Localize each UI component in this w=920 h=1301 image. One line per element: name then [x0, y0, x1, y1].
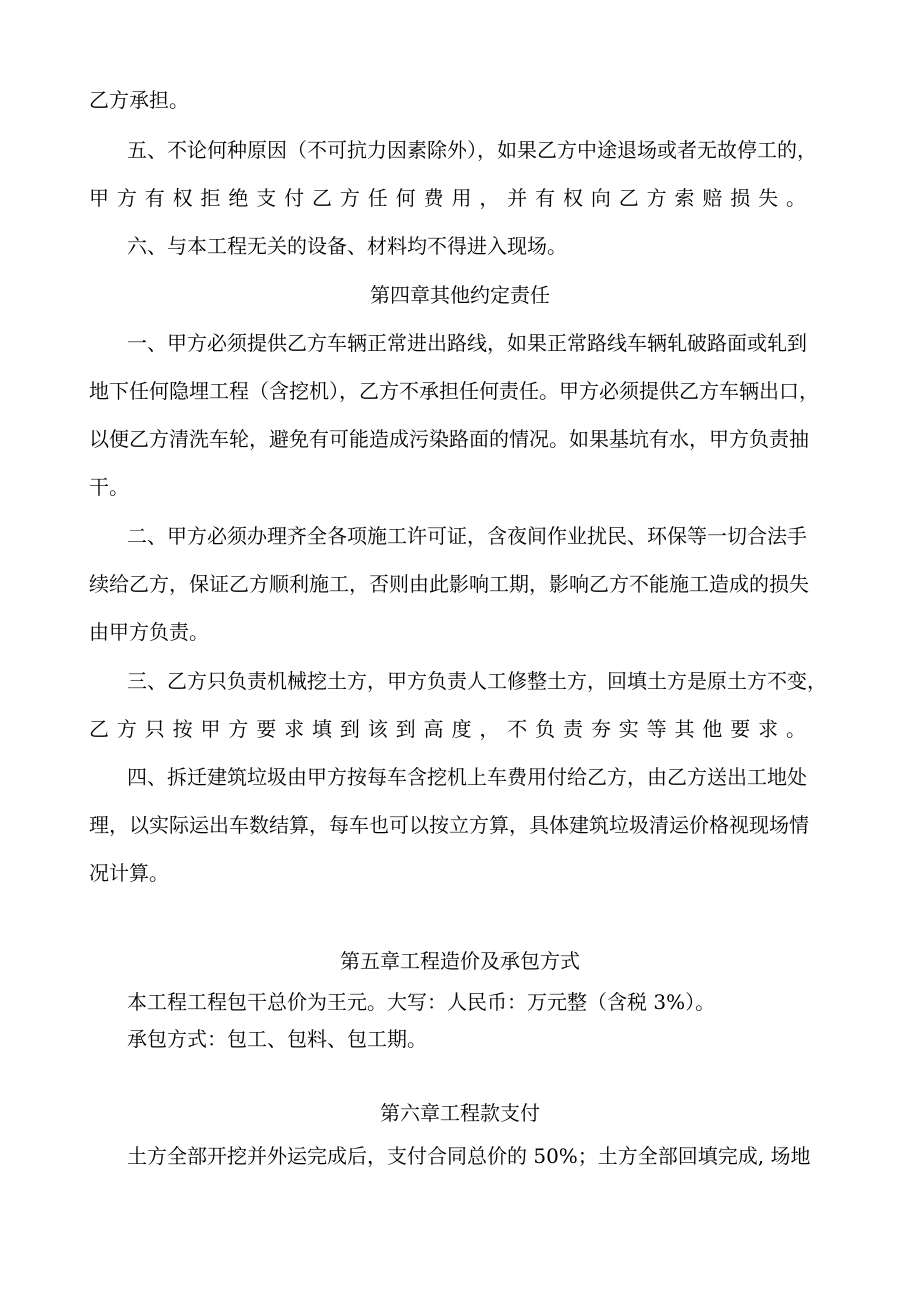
text-line: 续给乙方，保证乙方顺利施工，否则由此影响工期，影响乙方不能施工造成的损失 [89, 572, 809, 596]
text-line: 甲方有权拒绝支付乙方任何费用，并有权向乙方索赔损失。 [89, 186, 806, 210]
clause-3-line: 三、乙方只负责机械挖土方，甲方负责人工修整土方，回填土方是原土方不变， [127, 669, 827, 693]
clause-2-line: 二、甲方必须办理齐全各项施工许可证，含夜间作业扰民、环保等一切合法手 [127, 524, 807, 548]
total-price-line: 本工程工程包干总价为王元。大写：人民币：万元整（含税 3%）。 [127, 990, 716, 1014]
contract-mode-line: 承包方式：包工、包料、包工期。 [127, 1027, 427, 1051]
payment-line: 土方全部开挖并外运完成后，支付合同总价的 50%；土方全部回填完成, 场地 [127, 1144, 811, 1168]
chapter-6-heading: 第六章工程款支付 [380, 1101, 540, 1125]
text-line: 干。 [89, 475, 129, 499]
text-line: 况计算。 [89, 861, 169, 885]
text-line: 地下任何隐埋工程（含挖机），乙方不承担任何责任。甲方必须提供乙方车辆出口， [89, 379, 819, 403]
chapter-5-heading: 第五章工程造价及承包方式 [340, 949, 580, 973]
text-line: 以便乙方清洗车轮，避免有可能造成污染路面的情况。如果基坑有水，甲方负责抽 [89, 427, 809, 451]
text-line: 由甲方负责。 [89, 620, 209, 644]
clause-5-line: 五、不论何种原因（不可抗力因素除外），如果乙方中途退场或者无故停工的， [127, 138, 817, 162]
text-line: 乙方承担。 [89, 88, 189, 112]
text-line: 乙方只按甲方要求填到该到高度，不负责夯实等其他要求。 [89, 717, 806, 741]
chapter-4-heading: 第四章其他约定责任 [370, 283, 550, 307]
text-line: 理，以实际运出车数结算，每车也可以按立方算，具体建筑垃圾清运价格视现场情 [89, 813, 809, 837]
clause-6-line: 六、与本工程无关的设备、材料均不得进入现场。 [127, 234, 567, 258]
clause-4-line: 四、拆迁建筑垃圾由甲方按每车含挖机上车费用付给乙方，由乙方送出工地处 [127, 765, 807, 789]
clause-1-line: 一、甲方必须提供乙方车辆正常进出路线，如果正常路线车辆轧破路面或轧到 [127, 331, 807, 355]
